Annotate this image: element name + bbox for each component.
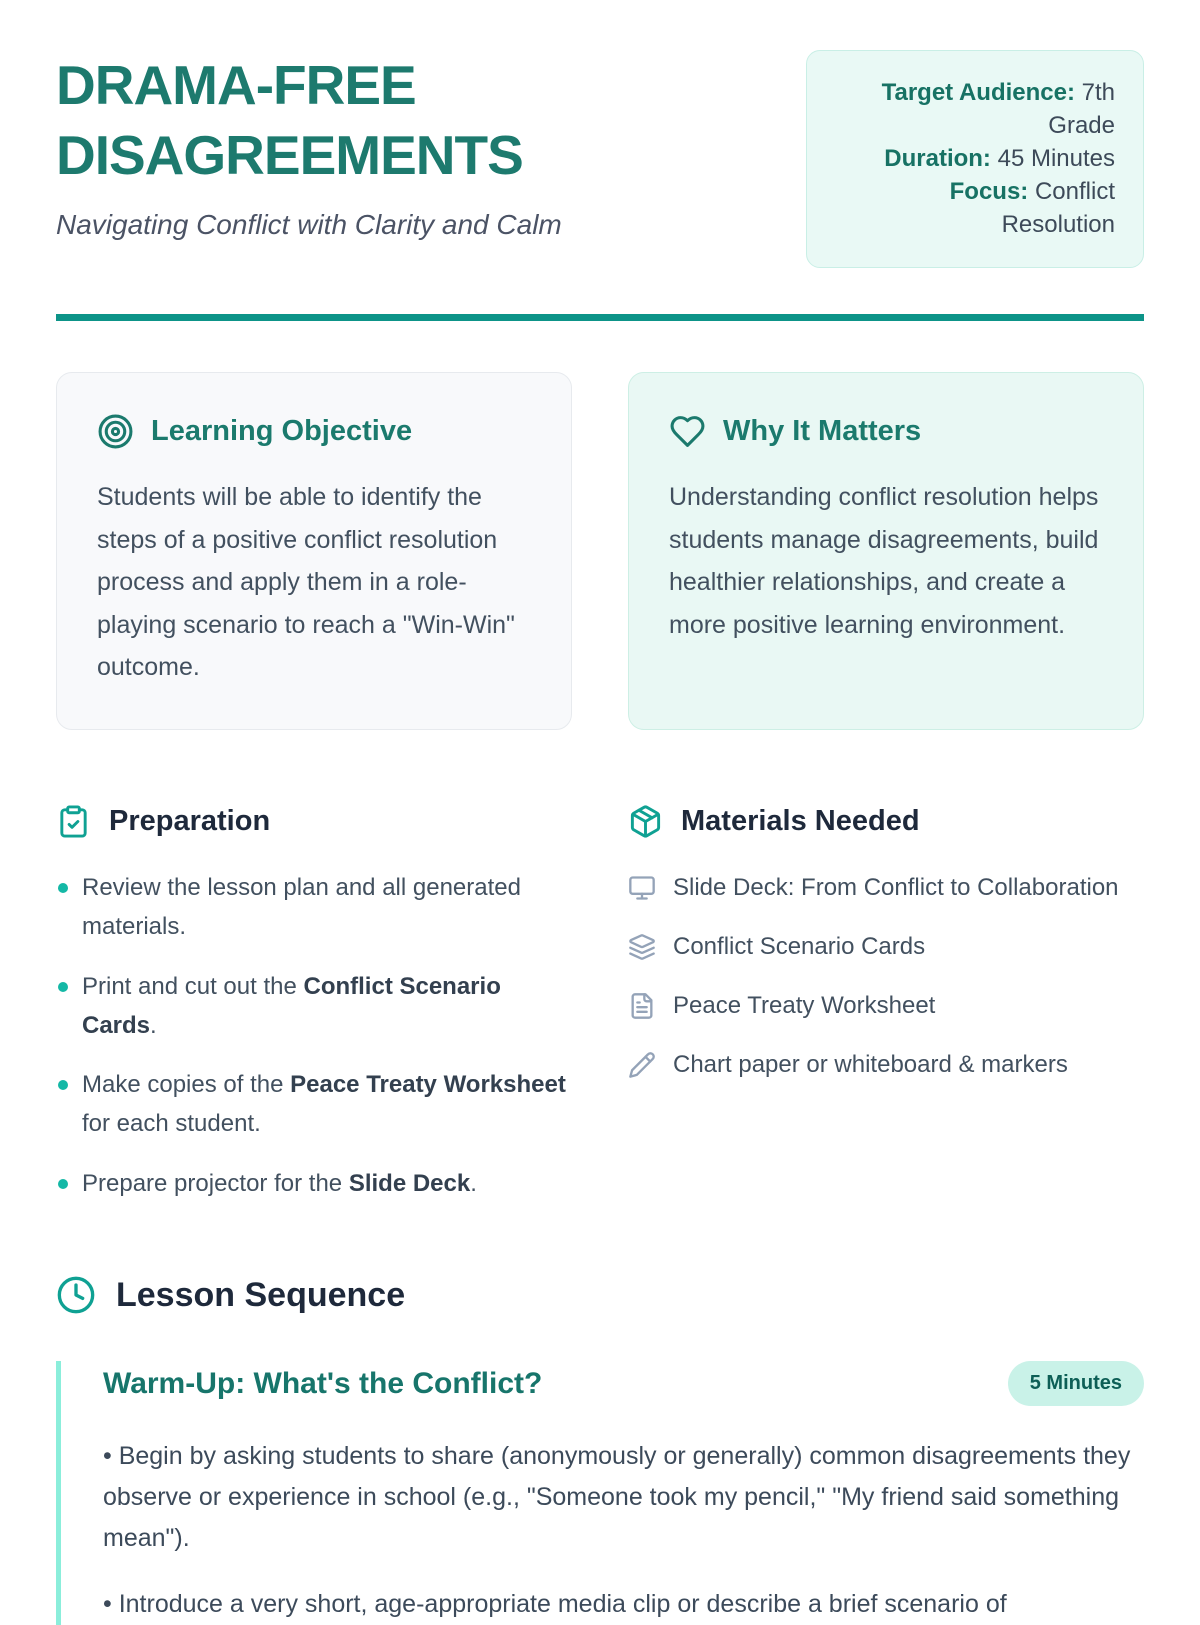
overview-cards bbox=[56, 372, 1144, 730]
clock-icon bbox=[56, 1275, 96, 1315]
lesson-sequence-title: Lesson Sequence bbox=[116, 1275, 406, 1314]
step-header bbox=[103, 1361, 1144, 1406]
pencil-icon bbox=[628, 1051, 656, 1079]
materials-title-row bbox=[628, 804, 1144, 839]
meta-box bbox=[806, 50, 1144, 268]
lesson-sequence-title-row bbox=[56, 1275, 1144, 1315]
preparation-item: Print and cut out the Conflict Scenario Cards. bbox=[56, 968, 572, 1046]
materials-title: Materials Needed bbox=[681, 804, 920, 837]
step-title: Warm-Up: What's the Conflict? bbox=[103, 1366, 543, 1400]
meta-row: Target Audience: 7th Grade bbox=[881, 79, 1115, 139]
page-subtitle: Navigating Conflict with Clarity and Calm bbox=[56, 208, 562, 240]
material-item-label: Peace Treaty Worksheet bbox=[673, 991, 936, 1019]
learning-objective-card bbox=[56, 372, 572, 730]
step-bullets bbox=[103, 1436, 1144, 1625]
lesson-step-warm-up bbox=[56, 1361, 1144, 1625]
why-it-matters-title: Why It Matters bbox=[723, 415, 922, 448]
heart-icon bbox=[669, 413, 706, 450]
material-item bbox=[628, 928, 1144, 967]
document-icon bbox=[628, 992, 656, 1020]
material-item-label: Slide Deck: From Conflict to Collaboration bbox=[673, 873, 1119, 901]
lesson-sequence-section bbox=[56, 1275, 1144, 1625]
duration-badge: 5 Minutes bbox=[1008, 1361, 1144, 1406]
preparation-section bbox=[56, 804, 572, 1225]
meta-row: Focus: Conflict Resolution bbox=[949, 177, 1115, 238]
material-item-label: Chart paper or whiteboard & markers bbox=[673, 1050, 1068, 1078]
target-icon bbox=[97, 413, 134, 450]
monitor-icon bbox=[628, 874, 656, 902]
page-title: DRAMA-FREE DISAGREEMENTS bbox=[56, 54, 523, 187]
step-bullet: • Introduce a very short, age-appropriate media clip or describe a brief scenario of bbox=[103, 1584, 1144, 1625]
why-it-matters-card bbox=[628, 372, 1144, 730]
preparation-title: Preparation bbox=[109, 804, 271, 837]
learning-objective-title: Learning Objective bbox=[151, 415, 413, 448]
why-it-matters-title-row bbox=[669, 413, 1103, 450]
preparation-item: Make copies of the Peace Treaty Worksheet for each student. bbox=[56, 1066, 572, 1144]
preparation-title-row bbox=[56, 804, 572, 839]
preparation-item: Review the lesson plan and all generated materials. bbox=[56, 869, 572, 947]
materials-section bbox=[628, 804, 1144, 1105]
learning-objective-title-row bbox=[97, 413, 531, 450]
prep-materials-row bbox=[56, 804, 1144, 1225]
materials-list bbox=[628, 869, 1144, 1085]
learning-objective-body: Students will be able to identify the steps of a positive conflict resolution process and apply them in a role-playing scenario to reach a "Win-Win" outcome. bbox=[97, 483, 515, 682]
meta-row: Duration: 45 Minutes bbox=[884, 144, 1115, 172]
divider bbox=[56, 314, 1144, 321]
material-item bbox=[628, 1046, 1144, 1085]
package-icon bbox=[628, 804, 663, 839]
material-item bbox=[628, 869, 1144, 908]
header bbox=[56, 50, 1144, 268]
header-titles bbox=[56, 50, 746, 241]
material-item-label: Conflict Scenario Cards bbox=[673, 932, 926, 960]
preparation-item: Prepare projector for the Slide Deck. bbox=[56, 1165, 572, 1204]
why-it-matters-body: Understanding conflict resolution helps students manage disagreements, build healthier relationships, and create a more positive learning environment. bbox=[669, 483, 1099, 639]
preparation-list bbox=[56, 869, 572, 1204]
material-item bbox=[628, 987, 1144, 1026]
layers-icon bbox=[628, 933, 656, 961]
step-bullet: • Begin by asking students to share (anonymously or generally) common disagreements they observe or experience in school (e.g., "Someone took my pencil," "My friend said something mean"). bbox=[103, 1436, 1144, 1559]
clipboard-check-icon bbox=[56, 804, 91, 839]
